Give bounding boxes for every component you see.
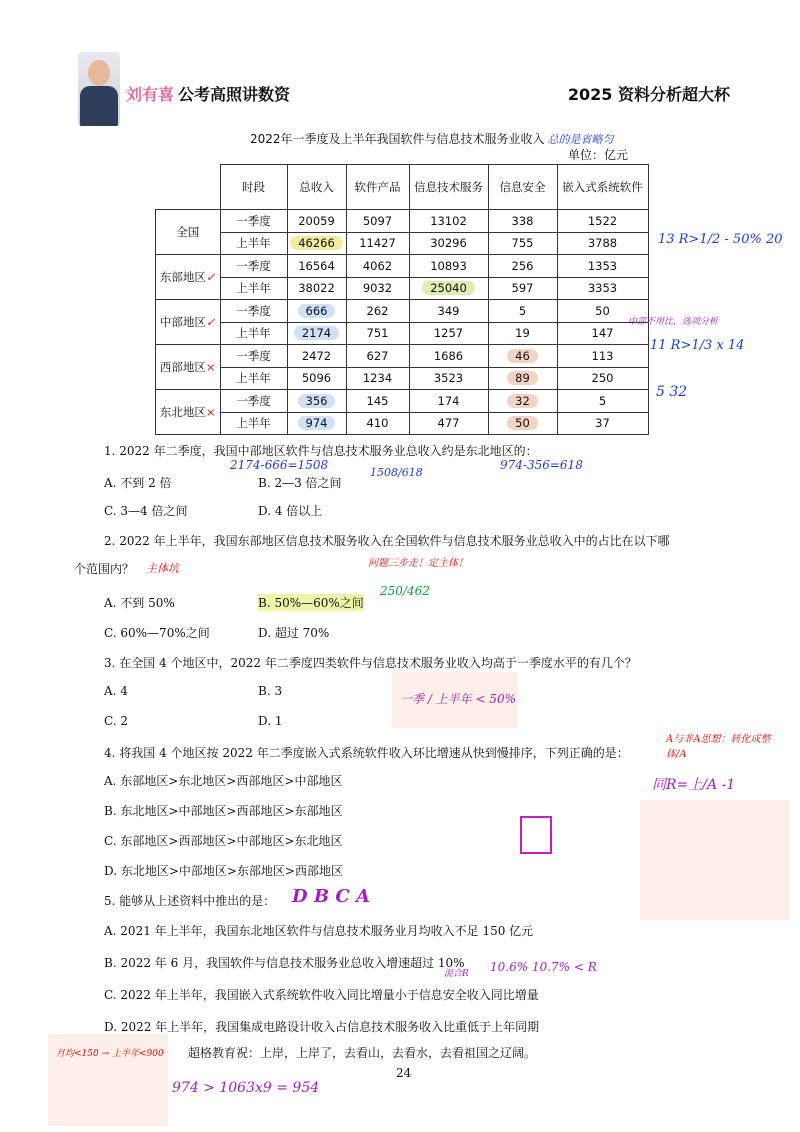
- q2-option-a[interactable]: A. 不到 50%: [104, 596, 175, 610]
- table-row: 东北地区× 一季度 356 145 174 32 5: [156, 390, 649, 413]
- table-row: 西部地区× 一季度 2472 627 1686 46 113: [156, 345, 649, 368]
- q3-note: 一季 / 上半年 < 50%: [400, 692, 517, 706]
- q5-option-c[interactable]: C. 2022 年上半年，我国嵌入式系统软件收入同比增量小于信息安全收入同比增量: [104, 988, 539, 1002]
- q2-note2: 问题三步走！定主体！: [368, 558, 468, 569]
- q4-formula: 同R=上/A -1: [652, 777, 736, 793]
- q1-option-a[interactable]: A. 不到 2 倍: [104, 476, 172, 490]
- footer-motto: 超格教育祝：上岸，上岸了，去看山，去看水，去看祖国之辽阔。: [188, 1046, 537, 1060]
- q1-option-b[interactable]: B. 2—3 倍之间: [258, 476, 342, 490]
- table-title: 2022年一季度及上半年我国软件与信息技术服务业收入 总的是省略匀: [250, 132, 614, 146]
- q4-option-b[interactable]: B. 东北地区>中部地区>西部地区>东部地区: [104, 804, 343, 818]
- q2-option-c[interactable]: C. 60%—70%之间: [104, 626, 210, 640]
- table-row: 东部地区✓ 一季度 16564 4062 10893 256 1353: [156, 255, 649, 278]
- q4-option-d[interactable]: D. 东北地区>中部地区>东部地区>西部地区: [104, 864, 343, 878]
- q5-answer: D B C A: [292, 886, 370, 907]
- q1-option-c[interactable]: C. 3—4 倍之间: [104, 504, 188, 518]
- table-row: 上半年 46266 11427 30296 755 3788: [156, 232, 649, 255]
- q5-option-d[interactable]: D. 2022 年上半年，我国集成电路设计收入占信息技术服务收入比重低于上年同期: [104, 1020, 540, 1034]
- table-unit: 单位：亿元: [568, 148, 629, 162]
- bottom-calc: 974 > 1063x9 = 954: [172, 1080, 320, 1096]
- q5-option-b[interactable]: B. 2022 年 6 月，我国软件与信息技术服务业总收入增速超过 10%: [104, 956, 465, 970]
- table-row: 全国 一季度 20059 5097 13102 338 1522: [156, 210, 649, 233]
- side-note-1: 13 R>1/2 - 50% 20: [658, 232, 783, 247]
- q4-option-a[interactable]: A. 东部地区>东北地区>西部地区>中部地区: [104, 774, 343, 788]
- q2-option-d[interactable]: D. 超过 70%: [258, 626, 330, 640]
- title-annotation: 总的是省略匀: [547, 133, 614, 146]
- q3-option-b[interactable]: B. 3: [258, 684, 283, 698]
- q1-option-d[interactable]: D. 4 倍以上: [258, 504, 323, 518]
- table-row: 上半年 5096 1234 3523 89 250: [156, 367, 649, 390]
- data-table: [155, 164, 649, 435]
- q4-anno-box: [520, 816, 552, 854]
- q2-stem-cont: 个范围内？: [74, 562, 135, 576]
- q4-option-c[interactable]: C. 东部地区>西部地区>中部地区>东北地区: [104, 834, 343, 848]
- q1-stem: 1. 2022 年二季度，我国中部地区软件与信息技术服务业总收入约是东北地区的：: [104, 444, 538, 458]
- table-row: 上半年 2174 751 1257 19 147: [156, 322, 649, 345]
- q4-stem: 4. 将我国 4 个地区按 2022 年二季度嵌入式系统软件收入环比增速从快到慢排序，下列正确的是：: [104, 746, 629, 760]
- page-number: 24: [396, 1066, 412, 1080]
- q5-label: 混合R: [444, 969, 469, 979]
- q3-option-a[interactable]: A. 4: [104, 684, 128, 698]
- teacher-photo: [78, 52, 120, 126]
- header-right: 2025 资料分析超大杯: [567, 85, 730, 104]
- table-row: 上半年 38022 9032 25040 597 3353: [156, 277, 649, 300]
- table-row: 中部地区✓ 一季度 666 262 349 5 50: [156, 300, 649, 323]
- q1-calc: 2174-666=1508: [230, 458, 329, 472]
- q2-option-b[interactable]: B. 50%—60%之间: [258, 596, 364, 610]
- q3-stem: 3. 在全国 4 个地区中，2022 年二季度四类软件与信息技术服务业收入均高于一季度水平的有几个？: [104, 656, 637, 670]
- q5-rates: 10.6% 10.7% < R: [490, 960, 597, 974]
- brand-logo: 刘有喜: [126, 85, 175, 104]
- q1-calc2: 974-356=618: [500, 458, 583, 472]
- table-row: 上半年 974 410 477 50 37: [156, 412, 649, 435]
- q3-option-d[interactable]: D. 1: [258, 714, 283, 728]
- side-note-3: 11 R>1/3 x 14: [650, 338, 745, 353]
- table-header-row: 时段 总收入 软件产品 信息技术服务 信息安全 嵌入式系统软件: [156, 165, 649, 210]
- side-note-4: 5 32: [656, 384, 688, 400]
- bottom-note: 月均<150 → 上半年<900: [56, 1049, 164, 1059]
- q5-stem: 5. 能够从上述资料中推出的是：: [104, 894, 276, 908]
- side-note-2: 中部不用比，选项分析: [628, 317, 719, 327]
- q4-note: A与非A思想：转化成整体/A: [666, 734, 771, 760]
- q1-frac: 1508/618: [370, 466, 423, 479]
- q5-option-a[interactable]: A. 2021 年上半年，我国东北地区软件与信息技术服务业月均收入不足 150 亿元: [104, 924, 534, 938]
- q2-note: 主体坑: [146, 562, 179, 575]
- q2-frac: 250/462: [380, 584, 430, 598]
- q2-stem: 2. 2022 年上半年，我国东部地区信息技术服务收入在全国软件与信息技术服务业总收入中的占比在以下哪: [104, 534, 670, 548]
- q3-option-c[interactable]: C. 2: [104, 714, 129, 728]
- header-left: 刘有喜 公考高照讲数资: [126, 85, 291, 104]
